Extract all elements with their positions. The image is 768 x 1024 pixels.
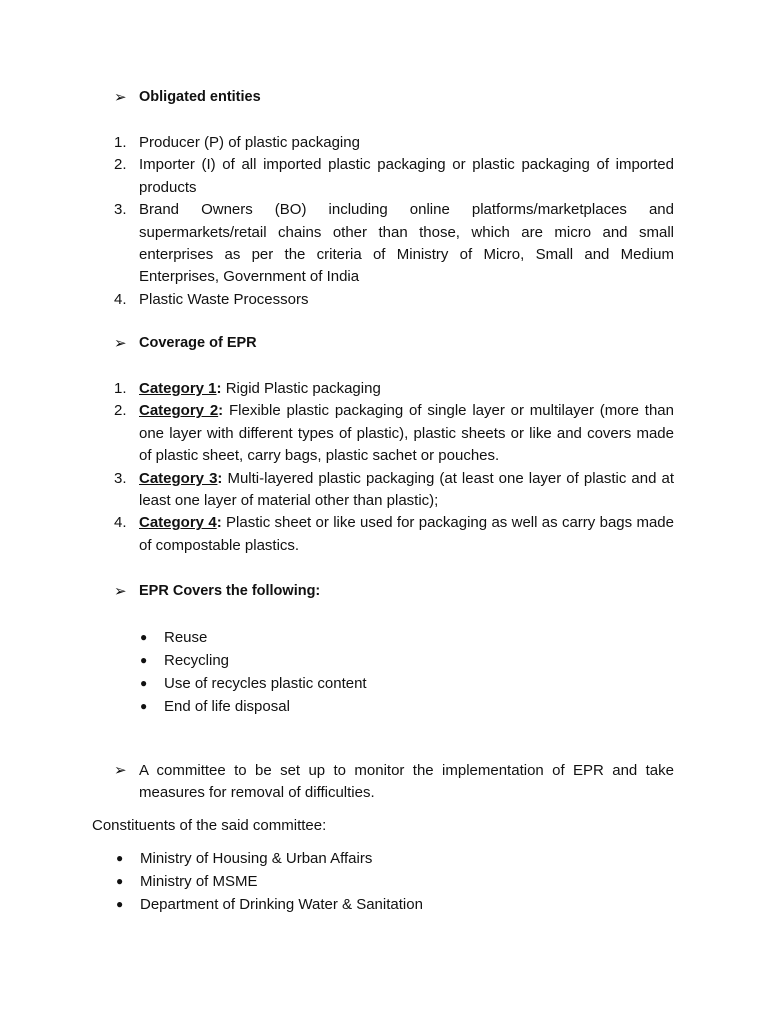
list-item: ● Department of Drinking Water & Sanitation bbox=[140, 893, 423, 916]
list-item: 2. Importer (I) of all imported plastic packaging or plastic packaging of imported products bbox=[114, 156, 674, 196]
arrow-bullet-icon: ➢ bbox=[114, 335, 127, 352]
section-heading-epr-covers bbox=[114, 582, 320, 600]
list-item: ● End of life disposal bbox=[164, 695, 367, 718]
obligated-entities-list bbox=[114, 132, 674, 311]
arrow-bullet-icon: ➢ bbox=[114, 89, 127, 106]
list-item: 2. Category 2: Flexible plastic packaging of single layer or multilayer (more than one layer with different types of plastic), plastic sheets or like and covers made of plastic sheet, carry bags, plastic sachet or pouches. bbox=[114, 402, 674, 465]
list-item: 3. Category 3: Multi-layered plastic packaging (at least one layer of plastic and at least one layer of material other than plastic); bbox=[114, 469, 675, 510]
coverage-list bbox=[114, 378, 675, 557]
constituents-list bbox=[116, 847, 423, 916]
bullet-dot-icon: ● bbox=[140, 630, 148, 644]
list-item: ● Recycling bbox=[164, 649, 367, 672]
list-item: 1. Producer (P) of plastic packaging bbox=[114, 134, 360, 151]
list-item: ● Reuse bbox=[164, 626, 367, 649]
bullet-dot-icon: ● bbox=[140, 676, 148, 690]
list-item: ● Ministry of MSME bbox=[140, 870, 423, 893]
constituents-intro: Constituents of the said committee: bbox=[92, 817, 327, 834]
epr-covers-list bbox=[140, 626, 367, 718]
arrow-bullet-icon: ➢ bbox=[114, 583, 127, 600]
bullet-dot-icon: ● bbox=[116, 874, 124, 888]
committee-paragraph: ➢ A committee to be set up to monitor the implementation of EPR and take measures for removal of difficulties. bbox=[114, 762, 674, 802]
section-heading-text: Coverage of EPR bbox=[139, 335, 257, 351]
section-heading-text: Obligated entities bbox=[139, 89, 261, 105]
list-item: ● Ministry of Housing & Urban Affairs bbox=[140, 847, 423, 870]
bullet-dot-icon: ● bbox=[140, 653, 148, 667]
bullet-dot-icon: ● bbox=[116, 851, 124, 865]
bullet-dot-icon: ● bbox=[116, 897, 124, 911]
section-heading-obligated-entities bbox=[114, 88, 261, 106]
arrow-bullet-icon: ➢ bbox=[114, 762, 127, 779]
list-item: 1. Category 1: Rigid Plastic packaging bbox=[114, 380, 381, 397]
bullet-dot-icon: ● bbox=[140, 699, 148, 713]
list-item: 4. Category 4: Plastic sheet or like used for packaging as well as carry bags made of compostable plastics. bbox=[114, 514, 674, 554]
section-heading-text: EPR Covers the following: bbox=[139, 583, 321, 599]
list-item: ● Use of recycles plastic content bbox=[164, 672, 367, 695]
section-heading-coverage-of-epr bbox=[114, 334, 257, 352]
list-item: 4. Plastic Waste Processors bbox=[114, 290, 309, 308]
list-item: 3. Brand Owners (BO) including online platforms/marketplaces and supermarkets/retail chains other than those, which are micro and small enterprises as per the criteria of Ministry of Micro, Small and Medium Enterprises, Government of India bbox=[114, 201, 674, 286]
